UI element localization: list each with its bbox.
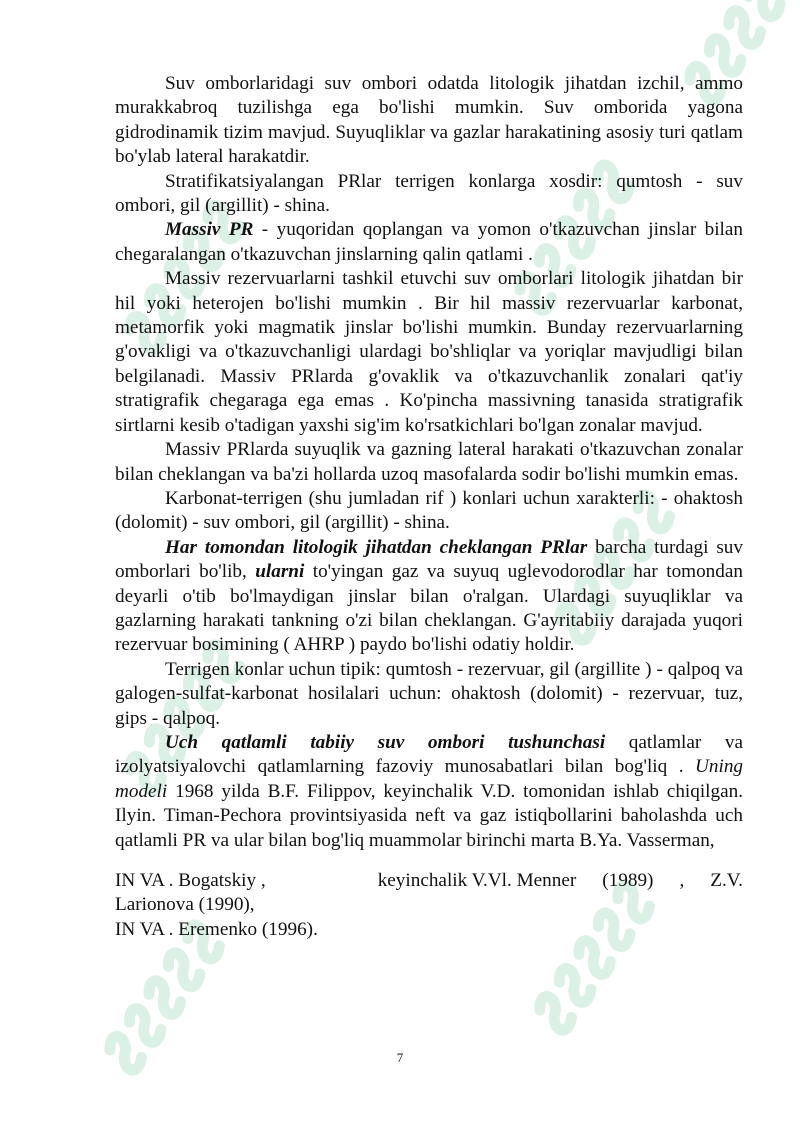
paragraph-text: Stratifikatsiyalangan PRlar terrigen konlarga xosdir: qumtosh - suv ombori, gil (argillit) - shina. [115, 170, 743, 217]
paragraph [115, 72, 743, 170]
reference-comma: , [679, 870, 685, 891]
paragraph [115, 536, 743, 658]
reference-author-2: keyinchalik V.Vl. Menner [377, 870, 577, 891]
paragraph [115, 658, 743, 731]
paragraph [115, 438, 743, 487]
paragraph-text: Suv omborlaridagi suv ombori odatda litologik jihatdan izchil, ammo murakkabroq tuzilishga ega bo'lishi mumkin. Suv omborida yagona gidrodinamik tizim mavjud. Suyuqliklar va gazlar harakatining asosiy turi qatlam bo'ylab lateral harakatdir. [115, 73, 743, 168]
watermark-glyph [723, 9, 765, 47]
reference-line-1 [115, 869, 743, 893]
watermark-glyph [703, 36, 745, 74]
reference-line-3: IN VA . Eremenko (1996). [115, 918, 318, 940]
watermark-glyph [534, 994, 576, 1032]
paragraph [115, 267, 743, 438]
emphasized-term: Har tomondan litologik jihatdan cheklangan PRlar [165, 536, 588, 558]
emphasized-term: Uch qatlamli tabiiy suv ombori tushunchasi [165, 731, 606, 753]
emphasized-term: Uning modeli [115, 756, 743, 802]
paragraph-text: Massiv rezervuarlarni tashkil etuvchi suv omborlari litologik jihatdan bir hil yoki heterojen bo'lishi mumkin . Bir hil massiv rezervuarlar karbonat, metamorfik yoki magmatik jinslar bo'lishi mumkin. Bunday rezervuarlarning g'ovakligi va o'tkazuvchanligi ulardagi bo'shliqlar va yoriqlar mavjudligi bilan belgilanadi. Massiv PRlarda g'ovaklik va o'tkazuvchanlik zonalari qat'iy stratigrafik chegaraga ega emas . Ko'pincha massivning tanasida stratigrafik sirtlarni kesib o'tadigan yaxshi sig'im ko'rsatkichlari bo'lgan zonalar mavjud. [115, 268, 743, 436]
document-page [115, 72, 743, 942]
paragraph-text: barcha turdagi suv omborlari bo'lib, [115, 536, 743, 583]
references [115, 869, 743, 942]
reference-author-1: IN VA . Bogatskiy , [115, 870, 266, 891]
paragraph-text: Massiv PRlarda suyuqlik va gazning lateral harakati o'tkazuvchan zonalar bilan cheklangan va ba'zi hollarda uzoq masofalarda sodir bo'lishi mumkin emas. [115, 439, 743, 485]
reference-year-1: (1989) [602, 870, 654, 891]
paragraph [115, 218, 743, 267]
emphasized-term: ularni [255, 561, 305, 583]
paragraph-text: 1968 yilda B.F. Filippov, keyinchalik V.D. tomonidan ishlab chiqilgan. Ilyin. Timan-Pechora provintsiyasida neft va gaz istiqbollarini baholashda uch qatlamli PR va ular bilan bog'liq muammolar birinchi marta B.Ya. Vasserman, [115, 780, 743, 851]
body-text [115, 72, 743, 853]
page-number: 7 [396, 1050, 404, 1065]
paragraph-text: Terrigen konlar uchun tipik: qumtosh - rezervuar, gil (argillite ) - qalpoq va galogen-sulfat-karbonat hosilalari uchun: ohaktosh (dolomit) - rezervuar, tuz, gips - qalpoq. [115, 658, 743, 729]
watermark-glyph [573, 939, 615, 977]
paragraph [115, 170, 743, 219]
reference-line-2: Larionova (1990), [115, 894, 255, 916]
watermark-glyph [162, 951, 204, 989]
paragraph [115, 731, 743, 853]
paragraph-text: to'yingan gaz va suyuq uglevodorodlar har tomondan deyarli o'tib bo'lmaydigan jinslar bilan o'ralgan. Ulardagi suyuqliklar va gazlarning harakati tankning o'zi bilan cheklangan. G'ayritabiiy darajada yuqori rezervuar bosimining ( AHRP ) paydo bo'lishi odatiy holdir. [115, 561, 743, 656]
paragraph-text: qatlamlar va izolyatsiyalovchi qatlamlarning fazoviy munosabatlari bilan bog'liq . [115, 731, 743, 778]
emphasized-term: Massiv PR [165, 219, 254, 241]
watermark-glyph [143, 979, 185, 1017]
watermark-glyph [123, 1006, 165, 1044]
reference-author-3: Z.V. [710, 870, 743, 891]
watermark-glyph [553, 966, 595, 1004]
paragraph-text: Karbonat-terrigen (shu jumladan rif ) konlari uchun xarakterli: - ohaktosh (dolomit) - suv ombori, gil (argillit) - shina. [115, 487, 743, 534]
paragraph [115, 487, 743, 536]
paragraph-text: - yuqoridan qoplangan va yomon o'tkazuvchan jinslar bilan chegaralangan o'tkazuvchan jinslarning qalin qatlami . [115, 219, 743, 265]
watermark-glyph [742, 0, 784, 19]
